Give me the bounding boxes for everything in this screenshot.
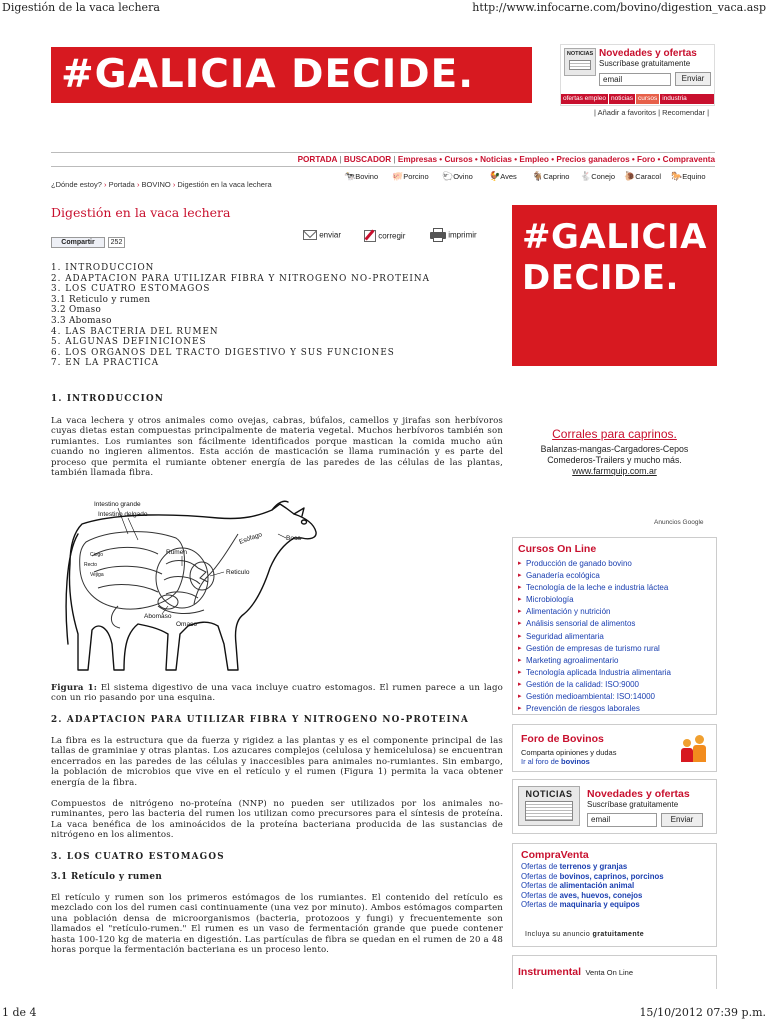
course-item[interactable]: ▸ Gestión medioambiental: ISO:14000	[518, 691, 713, 703]
compraventa-footer[interactable]: Incluya su anuncio gratuitamente	[525, 931, 645, 938]
nav-noticias[interactable]: Noticias	[480, 155, 512, 164]
toc-item-1[interactable]: 1. INTRODUCCION	[51, 263, 155, 273]
animal-nav-porcino[interactable]: 🐖Porcino	[392, 171, 429, 181]
compraventa-box	[512, 843, 717, 947]
category-industria[interactable]: industria	[659, 94, 689, 104]
print-page-number: 1 de 4	[2, 1006, 37, 1019]
newsletter-email-input[interactable]: email	[599, 73, 671, 86]
breadcrumb-portada[interactable]: Portada	[108, 180, 135, 189]
snail-icon: 🐌	[624, 171, 636, 181]
instrumental-subtitle: Venta On Line	[585, 968, 634, 977]
newsletter-side-title: Novedades y ofertas	[587, 788, 690, 800]
label-boca: Boca	[286, 535, 301, 542]
top-banner-text: #GALICIA DECIDE.	[61, 52, 475, 97]
section-3-1-paragraph: El retículo y rumen son los primeros estómagos de los rumiantes. El contenido del retículo es mezclado con los del rumen casi continuamente (una vez por minuto). Ambos estómagos comparten una población densa de microorganismos (bacteria, protozoos y fungi) y frecuentemente son llamados el "retículo-rumen." El rumen es un vaso de fermentación grande que puede contener hasta 100-120 kg de materia en digestión. Las partículas de fibra se quedan en el rumen de 20 a 48 horas porque la fermentación bacteriana es un proceso lento.	[51, 893, 503, 956]
nav-compraventa[interactable]: Compraventa	[662, 155, 715, 164]
section-1-paragraph: La vaca lechera y otros animales como ovejas, cabras, búfalos, camellos y jirafas son herbívoros cuyas dietas estan compuestas principalmente de materia vegetal. Muchos herbívoros también son rumiantes. Los rumiantes son fácilmente identificados porque mastican la comida mucho aún cuando no ingieren alimentos. Esta acción de masticación se llama ruminación y es parte del proceso que permita el rumiante obtener energía de las paredes de las células de las plantas, también llamada fibra.	[51, 416, 503, 479]
instrumental-title: Instrumental	[518, 966, 582, 978]
forum-link[interactable]: Ir al foro de bovinos	[521, 757, 590, 766]
toc-item-3-1[interactable]: 3.1 Reticulo y rumen	[51, 294, 151, 305]
people-icon	[681, 733, 707, 765]
toc-item-5[interactable]: 5. ALGUNAS DEFINICIONES	[51, 337, 207, 348]
share-button[interactable]: Compartir	[51, 237, 105, 248]
compraventa-item[interactable]: Ofertas de bovinos, caprinos, porcinos	[521, 871, 664, 881]
nav-rule-bottom	[51, 166, 715, 167]
course-item[interactable]: ▸ Microbiología	[518, 594, 713, 606]
newsletter-side-box	[512, 779, 717, 834]
newsletter-badge: NOTICIAS	[564, 48, 596, 76]
label-esofago: Esófago	[238, 531, 264, 546]
animal-nav-equino[interactable]: 🐎Equino	[671, 171, 706, 181]
category-cursos[interactable]: cursos	[635, 94, 659, 104]
breadcrumb: ¿Dónde estoy? › Portada › BOVINO › Digestión en la vaca lechera	[51, 180, 272, 189]
figure-caption-label: Figura 1:	[51, 683, 98, 693]
compraventa-list	[521, 862, 664, 910]
course-item[interactable]: ▸ Prevención de riesgos laborales	[518, 703, 713, 715]
bird-icon: 🐓	[489, 171, 501, 181]
newsletter-side-email-input[interactable]: email	[587, 813, 657, 827]
courses-box	[512, 537, 717, 715]
toc-item-3-2[interactable]: 3.2 Omaso	[51, 305, 102, 316]
course-item[interactable]: ▸ Marketing agroalimentario	[518, 655, 713, 667]
label-vejiga: Vejiga	[90, 572, 104, 578]
compraventa-item[interactable]: Ofertas de maquinaria y equipos	[521, 900, 640, 909]
label-intestino-delgado: Intestino delgado	[98, 511, 148, 518]
compraventa-item[interactable]: Ofertas de alimentación animal	[521, 881, 635, 890]
print-url: http://www.infocarne.com/bovino/digestion_vaca.asp	[472, 1, 766, 14]
newsletter-title: Novedades y ofertas	[599, 48, 697, 59]
animal-nav-conejo[interactable]: 🐇Conejo	[580, 171, 615, 181]
nav-foro[interactable]: Foro	[637, 155, 656, 164]
rabbit-icon: 🐇	[580, 171, 592, 181]
compraventa-item[interactable]: Ofertas de terrenos y granjas	[521, 862, 628, 871]
breadcrumb-bovino[interactable]: BOVINO	[141, 180, 171, 189]
text-ad-url[interactable]: www.farmquip.com.ar	[572, 466, 657, 476]
action-corregir[interactable]: corregir	[364, 230, 405, 242]
label-reticulo: Reticulo	[226, 569, 250, 576]
label-abomaso: Abomaso	[144, 613, 172, 620]
nav-cursos[interactable]: Cursos	[444, 155, 473, 164]
action-imprimir[interactable]: imprimir	[430, 228, 477, 242]
toc-item-3-3[interactable]: 3.3 Abomaso	[51, 315, 112, 326]
google-ads-attribution[interactable]: Anuncios Google	[654, 519, 704, 526]
nav-rule-top	[51, 152, 715, 153]
toc-item-2[interactable]: 2. ADAPTACION PARA UTILIZAR FIBRA Y NITROGENO NO-PROTEINA	[51, 273, 430, 284]
label-recto: Recto	[84, 562, 98, 568]
animal-nav-ovino[interactable]: 🐑Ovino	[442, 171, 473, 181]
cow-diagram-icon	[58, 494, 324, 680]
cow-icon: 🐄	[344, 171, 356, 181]
category-noticias[interactable]: noticias	[608, 94, 635, 104]
section-2-paragraph-2: Compuestos de nitrógeno no-proteína (NNP) no pueden ser utilizados por los animales no-ruminantes, pero las bacteria del rumen los utilizan como precursores para el síntesis de proteína. La vaca benéfica de los aminoácidos de la proteína bacteriana producida de las sustancias de nitrógeno en los alimentos.	[51, 799, 503, 841]
course-item[interactable]: ▸ Seguridad alimentaria	[518, 631, 713, 643]
animal-nav-bovino[interactable]: 🐄Bovino	[344, 171, 379, 181]
breadcrumb-current: Digestión en la vaca lechera	[177, 180, 272, 189]
category-ofertas-empleo[interactable]: ofertas empleo	[563, 95, 606, 102]
course-item[interactable]: ▸ Ganadería ecológica	[518, 570, 713, 582]
text-ad[interactable]	[512, 427, 717, 476]
print-title: Digestión de la vaca lechera	[2, 1, 160, 14]
section-2-paragraph-1: La fibra es la estructura que da fuerza y rigidez a las plantas y es el componente principal de las tallas de graminiae y otras plantas. Los azucares complejos (celulosa y hemicelulosa) se encuentran encerrados en las paredes de las células y inaccesibles para animales no-rumiantes. Sin embargo, la población de microbios que vive en el retículo y el rumen (Figura 1) permita la vaca obtener energía de la fibra.	[51, 736, 503, 788]
label-ciego: Ciego	[90, 552, 104, 558]
course-item[interactable]: ▸ Alimentación y nutrición	[518, 606, 713, 618]
compraventa-item[interactable]: Ofertas de aves, huevos, conejos	[521, 890, 643, 900]
forum-description: Comparta opiniones y dudas	[521, 748, 617, 757]
sheep-icon: 🐑	[442, 171, 454, 181]
newsletter-send-button[interactable]: Enviar	[675, 72, 711, 86]
util-links[interactable]: | Añadir a favoritos | Recomendar |	[594, 108, 710, 117]
share-count: 252	[108, 237, 125, 248]
goat-icon: 🐐	[532, 171, 544, 181]
text-ad-title[interactable]: Corrales para caprinos.	[552, 427, 677, 441]
text-ad-line1: Balanzas-mangas-Cargadores-Cepos	[540, 444, 689, 454]
course-item[interactable]: ▸ Tecnología de la leche e industria láctea	[518, 582, 713, 594]
newsletter-side-subtitle: Suscríbase gratuitamente	[587, 800, 679, 809]
section-3-1-heading: 3.1 Retículo y rumen	[51, 872, 163, 882]
course-item[interactable]: ▸ Gestión de la calidad: ISO:9000	[518, 679, 713, 691]
text-ad-line2: Comederos-Trailers y mucho más.	[547, 455, 682, 465]
main-nav: PORTADA | BUSCADOR | Empresas • Cursos • Noticias • Empleo • Precios ganaderos • Foro • Compraventa	[297, 155, 715, 164]
animal-nav-aves[interactable]: 🐓Aves	[489, 171, 517, 181]
forum-box	[512, 724, 717, 772]
course-item[interactable]: ▸ Producción de ganado bovino	[518, 558, 713, 570]
breadcrumb-prefix: ¿Dónde estoy?	[51, 180, 102, 189]
section-3-heading: 3. LOS CUATRO ESTOMAGOS	[51, 852, 225, 862]
newsletter-side-badge: NOTICIAS	[518, 786, 580, 826]
figure-caption-text: El sistema digestivo de una vaca incluye cuatro estomagos. El rumen parece a un lago con un rio pasando por una esquina.	[51, 683, 503, 704]
toc-item-7[interactable]: 7. EN LA PRACTICA	[51, 358, 160, 369]
course-item[interactable]: ▸ Tecnología aplicada Industria alimentaria	[518, 667, 713, 679]
label-rumen: Rumen	[166, 549, 187, 556]
courses-title: Cursos On Line	[518, 543, 597, 555]
animal-nav-caracol[interactable]: 🐌Caracol	[624, 171, 662, 181]
table-of-contents	[51, 263, 491, 369]
toc-item-4[interactable]: 4. LAS BACTERIA DEL RUMEN	[51, 326, 219, 337]
newsletter-top-box	[560, 44, 715, 106]
sidebar-banner-ad[interactable]	[512, 205, 717, 366]
course-item[interactable]: ▸ Gestión de empresas de turismo rural	[518, 643, 713, 655]
edit-icon	[364, 230, 376, 242]
forum-title: Foro de Bovinos	[521, 733, 604, 745]
article-title: Digestión en la vaca lechera	[51, 205, 231, 220]
toc-item-3[interactable]: 3. LOS CUATRO ESTOMAGOS	[51, 284, 211, 295]
envelope-icon	[303, 230, 317, 240]
top-banner-ad[interactable]	[51, 47, 532, 103]
newsletter-side-send-button[interactable]: Enviar	[661, 813, 703, 827]
horse-icon: 🐎	[671, 171, 683, 181]
cow-digestive-figure	[58, 494, 324, 680]
compraventa-title: CompraVenta	[521, 849, 589, 861]
newsletter-category-bar	[561, 94, 714, 104]
label-omaso: Omaso	[176, 621, 197, 628]
section-1-heading: 1. INTRODUCCION	[51, 394, 165, 404]
course-item[interactable]: ▸ Análisis sensorial de alimentos	[518, 618, 713, 630]
newsletter-subtitle: Suscríbase gratuitamente	[599, 59, 691, 68]
nav-precios[interactable]: Precios ganaderos	[556, 155, 630, 164]
animal-nav-caprino[interactable]: 🐐Caprino	[532, 171, 570, 181]
instrumental-title-row[interactable]	[518, 962, 633, 980]
print-datetime: 15/10/2012 07:39 p.m.	[639, 1006, 766, 1019]
label-intestino-grande: Intestino grande	[94, 501, 141, 508]
printer-icon	[430, 228, 446, 242]
instrumental-box	[512, 955, 717, 989]
section-2-heading: 2. ADAPTACION PARA UTILIZAR FIBRA Y NITROGENO NO-PROTEINA	[51, 715, 470, 725]
courses-list	[518, 558, 713, 715]
nav-portada[interactable]: PORTADA	[297, 155, 338, 164]
nav-empresas[interactable]: Empresas	[397, 155, 438, 164]
figure-caption	[51, 683, 503, 704]
nav-empleo[interactable]: Empleo	[519, 155, 549, 164]
pig-icon: 🐖	[392, 171, 404, 181]
toc-item-6[interactable]: 6. LOS ORGANOS DEL TRACTO DIGESTIVO Y SUS FUNCIONES	[51, 347, 395, 358]
nav-buscador[interactable]: BUSCADOR	[343, 155, 392, 164]
action-enviar[interactable]: enviar	[303, 230, 341, 240]
sidebar-banner-text: #GALICIA DECIDE.	[522, 217, 707, 298]
